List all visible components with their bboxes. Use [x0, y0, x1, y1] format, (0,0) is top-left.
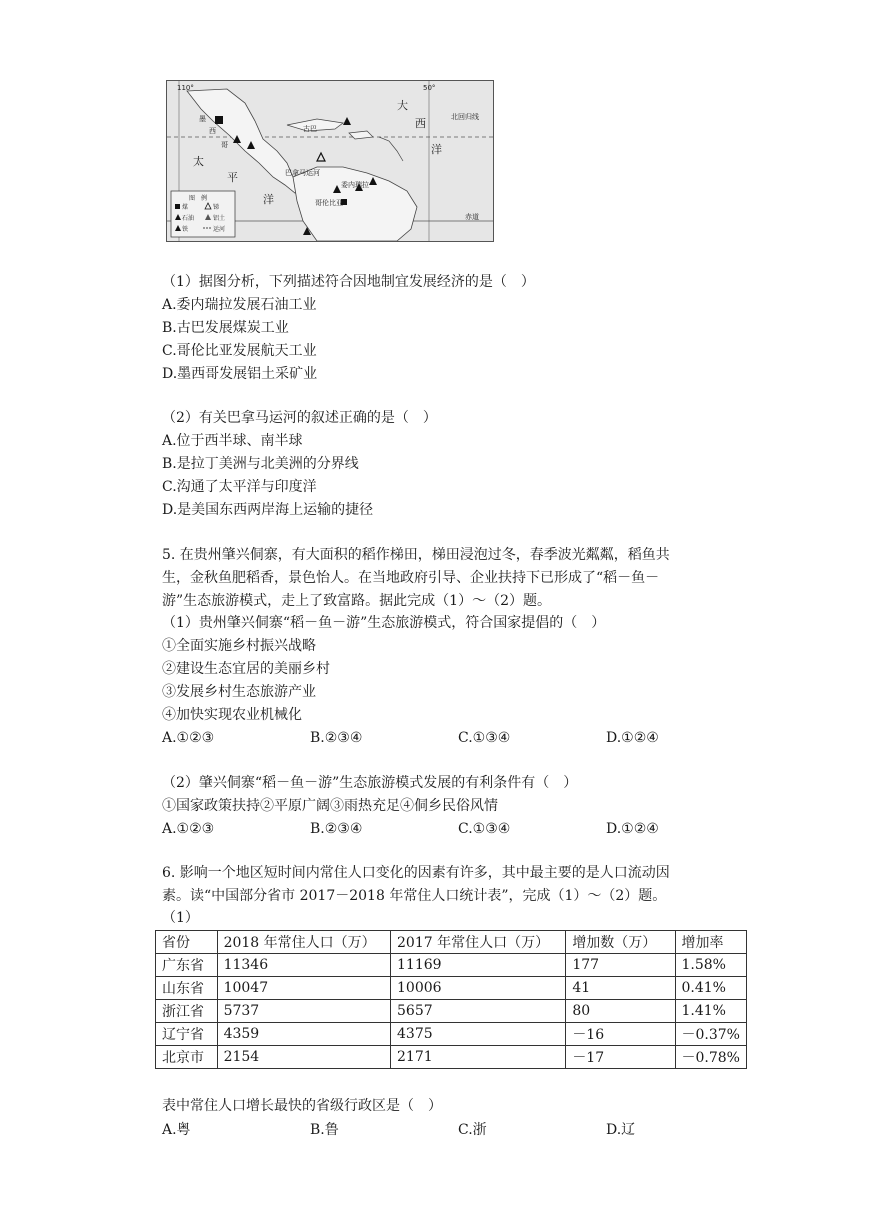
q5-2-stem: （2）肇兴侗寨“稻－鱼－游”生态旅游模式发展的有利条件有（ ）	[162, 775, 578, 791]
table-header-cell: 2018 年常住人口（万）	[217, 931, 390, 954]
table-cell: 177	[566, 954, 675, 977]
lon-110-label: 110°	[177, 84, 194, 92]
table-cell: 10047	[217, 977, 390, 1000]
table-cell: 11346	[217, 954, 390, 977]
table-cell: 41	[566, 977, 675, 1000]
legend-bauxite: 铝土	[213, 215, 226, 222]
table-cell: 4375	[391, 1023, 566, 1046]
q5-1-option-a[interactable]: A.①②③	[162, 730, 215, 746]
q5-2-option-a[interactable]: A.①②③	[162, 821, 215, 837]
colombia-label: 哥伦比亚	[315, 199, 343, 207]
table-row	[156, 1046, 747, 1069]
table-cell: 11169	[391, 954, 566, 977]
q5-1-option-c[interactable]: C.①③④	[458, 730, 511, 746]
table-row	[156, 1023, 747, 1046]
q5-passage-line-3: 游”生态旅游模式，走上了致富路。据此完成（1）～（2）题。	[162, 593, 551, 609]
table-header-row	[156, 931, 747, 954]
table-cell: 北京市	[156, 1046, 218, 1069]
q4-2-option-c[interactable]: C.沟通了太平洋与印度洋	[162, 479, 317, 495]
legend-antimony: 锑	[213, 204, 220, 211]
q5-2-items: ①国家政策扶持②平原广阔③雨热充足④侗乡民俗风情	[162, 798, 498, 814]
q4-2-option-b[interactable]: B.是拉丁美洲与北美洲的分界线	[162, 456, 359, 472]
q5-2-option-c[interactable]: C.①③④	[458, 821, 511, 837]
table-row	[156, 977, 747, 1000]
table-cell: 5737	[217, 1000, 390, 1023]
q4-1-option-d[interactable]: D.墨西哥发展铝土采矿业	[162, 366, 318, 382]
q6-option-a[interactable]: A.粤	[162, 1122, 191, 1138]
population-table	[155, 930, 747, 1069]
atlantic-char-3: 洋	[431, 143, 442, 156]
mexico-char-2: 西	[209, 127, 216, 135]
mexico-char-1: 墨	[199, 115, 206, 123]
atlantic-char-1: 大	[397, 99, 408, 112]
table-header-cell: 省份	[156, 931, 218, 954]
table-row	[156, 954, 747, 977]
latin-america-map	[166, 80, 494, 242]
pacific-char-2: 平	[227, 171, 238, 184]
legend-title: 图 例	[189, 195, 208, 202]
table-header-cell: 2017 年常住人口（万）	[391, 931, 566, 954]
cuba-label: 古巴	[303, 125, 317, 133]
table-cell: －17	[566, 1046, 675, 1069]
legend-coal: 煤	[182, 204, 189, 211]
venezuela-label: 委内瑞拉	[341, 181, 369, 189]
table-cell: 辽宁省	[156, 1023, 218, 1046]
table-cell: 4359	[217, 1023, 390, 1046]
table-cell: －0.78%	[675, 1046, 747, 1069]
q6-option-d[interactable]: D.辽	[606, 1122, 636, 1138]
legend-oil: 石油	[182, 215, 195, 222]
q5-passage-line-1: 5. 在贵州肇兴侗寨，有大面积的稻作梯田，梯田浸泡过冬，春季波光粼粼，稻鱼共	[162, 547, 670, 563]
legend-iron: 铁	[182, 226, 189, 233]
table-cell: 1.58%	[675, 954, 747, 977]
table-cell: 5657	[391, 1000, 566, 1023]
q5-1-item-4: ④加快实现农业机械化	[162, 707, 302, 723]
panama-canal-label: 巴拿马运河	[285, 169, 320, 177]
q5-1-item-2: ②建设生态宜居的美丽乡村	[162, 661, 330, 677]
atlantic-char-2: 西	[415, 117, 426, 130]
tropic-label: 北回归线	[451, 113, 479, 121]
pacific-char-3: 洋	[263, 193, 274, 206]
q6-option-c[interactable]: C.浙	[458, 1122, 487, 1138]
table-cell: 浙江省	[156, 1000, 218, 1023]
mexico-char-3: 哥	[221, 141, 228, 149]
equator-label: 赤道	[465, 213, 479, 221]
table-cell: 1.41%	[675, 1000, 747, 1023]
pacific-char-1: 太	[193, 155, 204, 168]
map-graphic	[167, 81, 493, 241]
table-cell: 广东省	[156, 954, 218, 977]
map-legend	[171, 191, 235, 237]
q6-option-b[interactable]: B.鲁	[310, 1122, 339, 1138]
table-header-cell: 增加数（万）	[566, 931, 675, 954]
q6-passage-line-2: 素。读“中国部分省市 2017－2018 年常住人口统计表”，完成（1）～（2）题。	[162, 888, 667, 904]
table-cell: 80	[566, 1000, 675, 1023]
coal-marker	[215, 116, 223, 124]
q6-sub-label: （1）	[162, 910, 199, 926]
q4-2-option-d[interactable]: D.是美国东西两岸海上运输的捷径	[162, 502, 374, 518]
q5-2-option-d[interactable]: D.①②④	[606, 821, 659, 837]
q4-1-option-b[interactable]: B.古巴发展煤炭工业	[162, 320, 289, 336]
q5-passage-line-2: 生，金秋鱼肥稻香，景色怡人。在当地政府引导、企业扶持下已形成了“稻－鱼－	[162, 570, 660, 586]
q4-2-option-a[interactable]: A.位于西半球、南半球	[162, 433, 303, 449]
q5-1-item-3: ③发展乡村生态旅游产业	[162, 684, 316, 700]
table-cell: 0.41%	[675, 977, 747, 1000]
table-cell: －0.37%	[675, 1023, 747, 1046]
lon-50-label: 50°	[423, 84, 436, 92]
q5-1-option-b[interactable]: B.②③④	[310, 730, 363, 746]
q4-1-option-c[interactable]: C.哥伦比亚发展航天工业	[162, 343, 317, 359]
table-cell: －16	[566, 1023, 675, 1046]
table-cell: 山东省	[156, 977, 218, 1000]
table-cell: 2154	[217, 1046, 390, 1069]
legend-canal: 运河	[213, 226, 226, 233]
q5-2-option-b[interactable]: B.②③④	[310, 821, 363, 837]
q6-passage-line-1: 6. 影响一个地区短时间内常住人口变化的因素有许多，其中最主要的是人口流动因	[162, 865, 670, 881]
q4-1-option-a[interactable]: A.委内瑞拉发展石油工业	[162, 297, 317, 313]
q5-1-item-1: ①全面实施乡村振兴战略	[162, 638, 316, 654]
q4-2-stem: （2）有关巴拿马运河的叙述正确的是（ ）	[162, 410, 437, 426]
table-cell: 2171	[391, 1046, 566, 1069]
table-row	[156, 1000, 747, 1023]
table-cell: 10006	[391, 977, 566, 1000]
table-header-cell: 增加率	[675, 931, 747, 954]
q6-question: 表中常住人口增长最快的省级行政区是（ ）	[162, 1098, 442, 1114]
q4-1-stem: （1）据图分析，下列描述符合因地制宜发展经济的是（ ）	[162, 274, 535, 290]
q5-1-option-d[interactable]: D.①②④	[606, 730, 659, 746]
q5-1-stem: （1）贵州肇兴侗寨“稻－鱼－游”生态旅游模式，符合国家提倡的（ ）	[162, 615, 606, 631]
